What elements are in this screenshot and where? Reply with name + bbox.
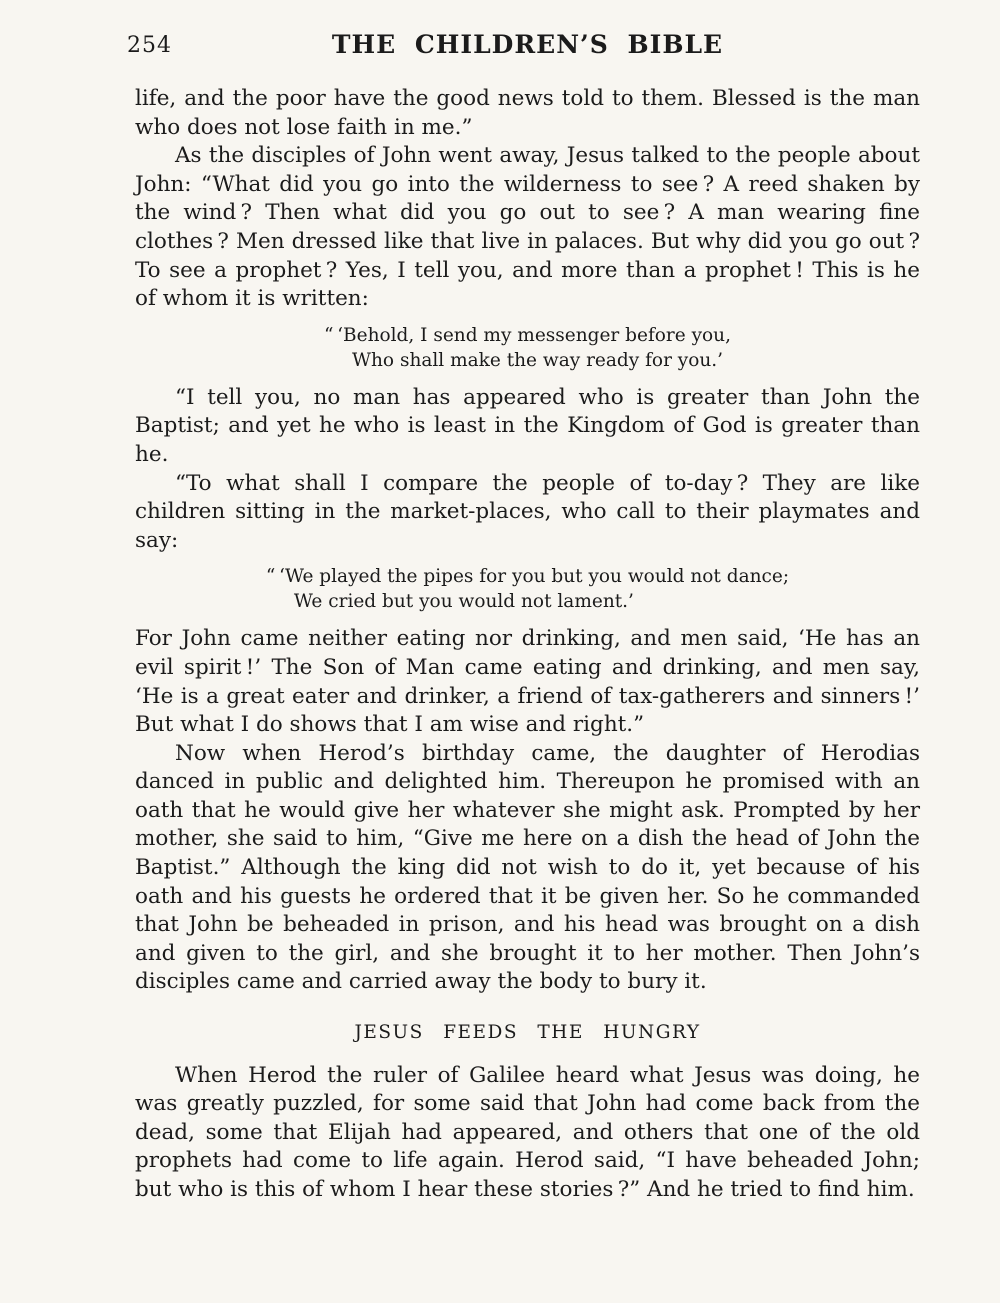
paragraph: “To what shall I compare the people of to-day ? They are like children sitting in the market-places, who call to their playmates and say: (135, 470, 920, 553)
verse-line: “ ‘We played the pipes for you but you would not dance; (265, 566, 790, 588)
paragraph: Now when Herod’s birthday came, the daughter of Herodias danced in public and delighted him. Thereupon he promised with an oath that he would give her whatever she might ask. Prompted by her mother, she said to him, “Give me here on a dish the head of John the Baptist.” Although the king did not wish to do it, yet because of his oath and his guests he ordered that it be given her. So he commanded that John be beheaded in prison, and his head was brought on a dish and given to the girl, and she brought it to her mother. Then John’s disciples came and carried away the body to bury it. (135, 740, 920, 995)
verse-quote-inner (324, 323, 731, 373)
paragraph: For John came neither eating nor drinking, and men said, ‘He has an evil spirit !’ The Son of Man came eating and drinking, and men say, ‘He is a great eater and drinker, a friend of tax-gatherers and sinners !’ But what I do shows that I am wise and right.” (135, 626, 920, 738)
page-body (135, 85, 920, 1205)
page-header (127, 30, 920, 59)
book-title: THE CHILDREN’S BIBLE (331, 30, 724, 59)
verse-quote-inner (266, 564, 789, 614)
page-number: 254 (127, 33, 172, 58)
verse-line: Who shall make the way ready for you.’ (352, 349, 724, 371)
verse-quote (135, 564, 920, 614)
paragraph: “I tell you, no man has appeared who is greater than John the Baptist; and yet he who is least in the Kingdom of God is greater than he. (135, 384, 920, 467)
paragraph-continuation: life, and the poor have the good news told to them. Blessed is the man who does not lose faith in me.” (135, 86, 920, 140)
paragraph: When Herod the ruler of Galilee heard what Jesus was doing, he was greatly puzzled, for some said that John had come back from the dead, some that Elijah had appeared, and others that one of the old prophets had come to life again. Herod said, “I have beheaded John; but who is this of whom I hear these stories ?” And he tried to find him. (135, 1062, 920, 1202)
section-heading: JESUS FEEDS THE HUNGRY (354, 1022, 701, 1044)
verse-line: “ ‘Behold, I send my messenger before you, (324, 324, 731, 346)
verse-line: We cried but you would not lament.’ (293, 591, 634, 613)
paragraph: As the disciples of John went away, Jesus talked to the people about John: “What did you go into the wilderness to see ? A reed shaken by the wind ? Then what did you go out to see ? A man wearing fine clothes ? Men dressed like that live in palaces. But why did you go out ? To see a prophet ? Yes, I tell you, and more than a prophet ! This is he of whom it is written: (135, 143, 920, 312)
verse-quote (135, 323, 920, 373)
